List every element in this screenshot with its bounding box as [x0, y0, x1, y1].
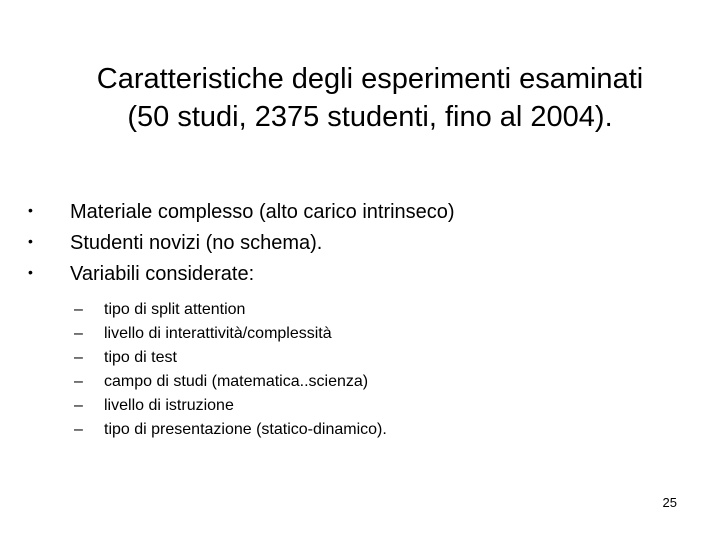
dash-marker: – — [74, 349, 83, 366]
bullet-marker: • — [28, 233, 33, 249]
sub-bullet-item — [74, 418, 387, 442]
sub-bullet-text: tipo di split attention — [104, 301, 246, 318]
bullet-marker: • — [28, 202, 33, 218]
sub-bullet-list — [74, 298, 387, 442]
slide-title — [40, 60, 700, 136]
sub-bullet-item — [74, 346, 387, 370]
sub-bullet-text: tipo di presentazione (statico-dinamico). — [104, 421, 387, 438]
bullet-text: Variabili considerate: — [70, 263, 255, 285]
page-number: 25 — [662, 495, 677, 510]
bullet-list — [28, 196, 455, 289]
bullet-text: Studenti novizi (no schema). — [70, 232, 323, 254]
sub-bullet-item — [74, 322, 387, 346]
bullet-item — [28, 227, 455, 258]
dash-marker: – — [74, 373, 83, 390]
sub-bullet-item — [74, 298, 387, 322]
dash-marker: – — [74, 301, 83, 318]
sub-bullet-text: livello di istruzione — [104, 397, 234, 414]
bullet-text: Materiale complesso (alto carico intrinseco) — [70, 201, 455, 223]
bullet-item — [28, 196, 455, 227]
sub-bullet-text: campo di studi (matematica..scienza) — [104, 373, 369, 390]
dash-marker: – — [74, 421, 83, 438]
dash-marker: – — [74, 325, 83, 342]
dash-marker: – — [74, 397, 83, 414]
sub-bullet-item — [74, 370, 387, 394]
bullet-item — [28, 258, 455, 289]
bullet-marker: • — [28, 264, 33, 280]
slide-title-line-1: Caratteristiche degli esperimenti esaminati — [96, 63, 644, 95]
sub-bullet-text: tipo di test — [104, 349, 177, 366]
sub-bullet-text: livello di interattività/complessità — [104, 325, 332, 342]
sub-bullet-item — [74, 394, 387, 418]
slide-title-line-2: (50 studi, 2375 studenti, fino al 2004). — [127, 101, 613, 133]
